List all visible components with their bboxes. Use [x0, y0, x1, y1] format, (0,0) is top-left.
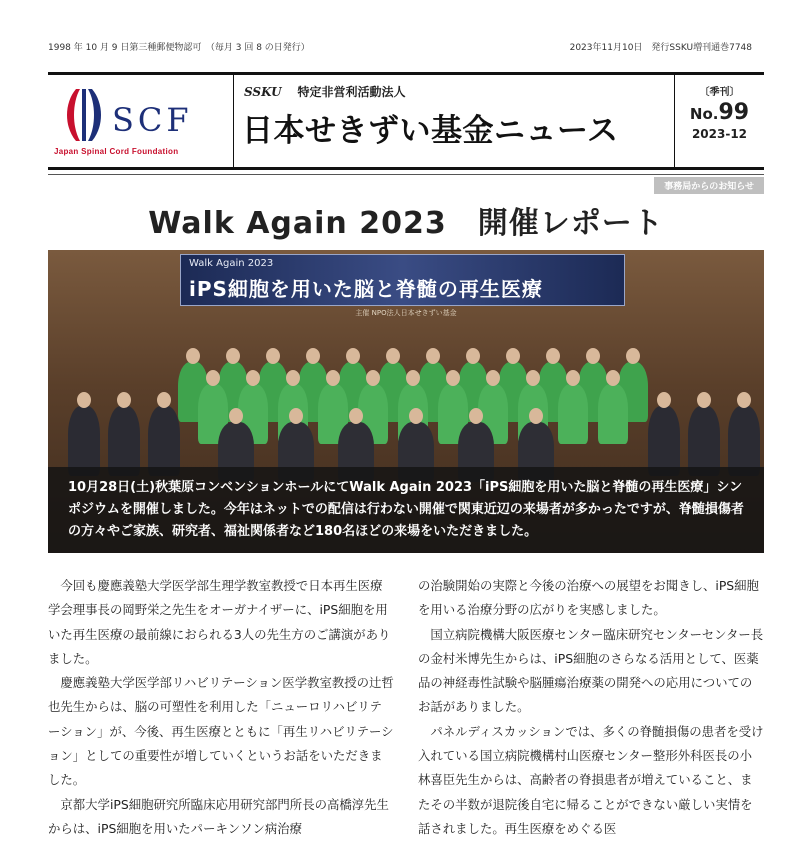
- person-head: [229, 408, 243, 424]
- logo-subtitle: Japan Spinal Cord Foundation: [54, 147, 179, 156]
- person-head: [306, 348, 320, 364]
- person-head: [506, 348, 520, 364]
- header-meta: [48, 40, 752, 56]
- logo-text: SCF: [112, 101, 193, 139]
- paragraph: パネルディスカッションでは、多くの脊髄損傷の患者を受け入れている国立病院機構村山医療センター整形外科医長の小林喜臣先生からは、高齢者の脊損患者が増えていること、またその半数が退院後自宅に帰ることができない厳しい実情を話されました。再生医療をめぐる医: [418, 723, 764, 836]
- banner-title: iPS細胞を用いた脳と脊髄の再生医療: [189, 277, 543, 301]
- issue-number: [675, 100, 764, 125]
- person-head: [486, 370, 500, 386]
- photo-caption: 10月28日(土)秋葉原コンベンションホールにてWalk Again 2023「iPS細胞を用いた脳と脊髄の再生医療」シンポジウムを開催しました。今年はネットでの配信は行わない開催で関東近辺の来場者が多かったですが、脊髄損傷者の方々やご家族、研究者、福祉関係者など180名ほどの来場をいただきました。: [68, 480, 744, 539]
- person-head: [386, 348, 400, 364]
- article-body: [48, 574, 764, 836]
- organization-line: [244, 83, 406, 100]
- person-silhouette: [598, 384, 628, 444]
- issue-info: [674, 75, 764, 167]
- person-head: [77, 392, 91, 408]
- section-bar: [48, 174, 764, 190]
- person-head: [626, 348, 640, 364]
- article-headline: Walk Again 2023 開催レポート: [148, 206, 664, 241]
- issue-type: 〔季刊〕: [699, 87, 740, 98]
- person-head: [426, 348, 440, 364]
- person-head: [226, 348, 240, 364]
- paragraph: の治験開始の実際と今後の治療への展望をお聞きし、iPS細胞を用いる治療分野の広がりを実感しました。: [418, 578, 759, 618]
- person-head: [466, 348, 480, 364]
- person-head: [206, 370, 220, 386]
- person-head: [606, 370, 620, 386]
- postal-permit: 1998 年 10 月 9 日第三種郵便物認可 （毎月 3 回 8 の日発行）: [48, 43, 310, 53]
- person-silhouette: [68, 406, 100, 476]
- event-photo: [48, 250, 764, 553]
- person-head: [546, 348, 560, 364]
- person-head: [446, 370, 460, 386]
- person-silhouette: [728, 406, 760, 476]
- paragraph: 京都大学iPS細胞研究所臨床応用研究部門所長の高橋淳先生からは、iPS細胞を用いたパーキンソン病治療: [48, 796, 389, 836]
- org-type: 特定非営利活動法人: [297, 85, 406, 99]
- person-head: [117, 392, 131, 408]
- person-silhouette: [688, 406, 720, 476]
- person-head: [157, 392, 171, 408]
- person-silhouette: [148, 406, 180, 476]
- column-left: [48, 574, 394, 841]
- stage-banner: [180, 254, 625, 306]
- person-head: [406, 370, 420, 386]
- title-block: [234, 75, 674, 167]
- person-head: [697, 392, 711, 408]
- issue-number-value: 99: [718, 100, 750, 125]
- group-of-people: [48, 330, 764, 460]
- person-head: [346, 348, 360, 364]
- person-head: [529, 408, 543, 424]
- paragraph: 国立病院機構大阪医療センター臨床研究センターセンター長の金村米博先生からは、iPS細胞のさらなる活用として、医薬品の神経毒性試験や脳腫瘍治療薬の開発への応用についてのお話がありました。: [418, 626, 764, 715]
- person-head: [566, 370, 580, 386]
- person-head: [657, 392, 671, 408]
- person-head: [266, 348, 280, 364]
- person-head: [737, 392, 751, 408]
- person-head: [326, 370, 340, 386]
- person-silhouette: [558, 384, 588, 444]
- paragraph: 今回も慶應義塾大学医学部生理学教室教授で日本再生医療学会理事長の岡野栄之先生をオーガナイザーに、iPS細胞を用いた再生医療の最前線におられる3人の先生方のご講演がありました。: [48, 578, 391, 666]
- person-head: [286, 370, 300, 386]
- person-silhouette: [108, 406, 140, 476]
- person-head: [469, 408, 483, 424]
- scf-logo-icon: [62, 85, 106, 145]
- banner-event-name: Walk Again 2023: [189, 258, 274, 269]
- masthead: [48, 72, 764, 170]
- person-head: [246, 370, 260, 386]
- issue-date: 2023-12: [691, 127, 748, 141]
- section-tag: 事務局からのお知らせ: [654, 177, 764, 194]
- newsletter-title: 日本せきずい基金ニュース: [242, 113, 619, 149]
- org-abbrev: SSKU: [244, 85, 282, 99]
- person-silhouette: [648, 406, 680, 476]
- person-head: [409, 408, 423, 424]
- person-head: [186, 348, 200, 364]
- logo: [48, 75, 234, 167]
- publication-date: 2023年11月10日 発行SSKU増刊通巻7748: [569, 43, 752, 53]
- caption-band: [48, 467, 764, 553]
- paragraph: 慶應義塾大学医学部リハビリテーション医学教室教授の辻哲也先生からは、脳の可塑性を利用した「ニューロリハビリテーション」が、今後、再生医療とともに「再生リハビリテーション」としての重要性が増していくというお話をいただきました。: [48, 675, 394, 788]
- issue-prefix: No.: [689, 105, 719, 123]
- banner-organizer: 主催 NPO法人日本せきずい基金: [355, 309, 457, 317]
- person-head: [349, 408, 363, 424]
- person-head: [526, 370, 540, 386]
- person-head: [586, 348, 600, 364]
- person-head: [289, 408, 303, 424]
- person-head: [366, 370, 380, 386]
- column-right: [418, 574, 764, 841]
